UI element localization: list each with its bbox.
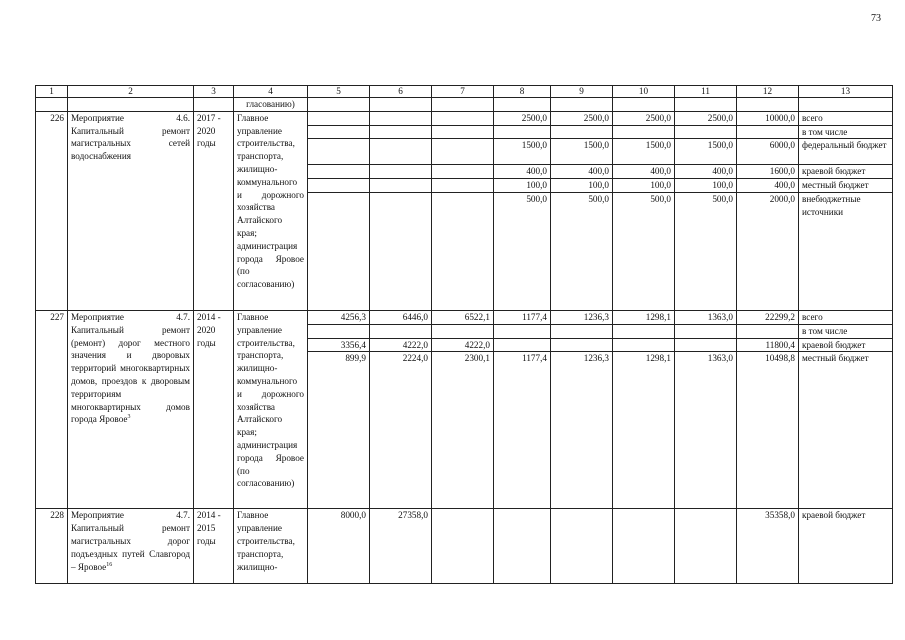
amount-cell	[551, 509, 613, 584]
funding-source-cell: местный бюджет	[799, 352, 893, 509]
amount-cell	[370, 192, 432, 310]
amount-cell	[370, 324, 432, 338]
amount-cell: 27358,0	[370, 509, 432, 584]
amount-cell: 2500,0	[494, 111, 551, 125]
amount-cell	[370, 179, 432, 193]
amount-cell: 10498,8	[737, 352, 799, 509]
amount-cell: 500,0	[613, 192, 675, 310]
amount-cell	[494, 509, 551, 584]
amount-cell: 100,0	[613, 179, 675, 193]
measure-name-text: Мероприятие 4.7. Капитальный ремонт (ремонт) дорог местного значения и дворовых территорий многоквартирных домов, проездов к дворовым территориям многоквартирных домов города Яровое	[71, 311, 190, 425]
header-cell: 9	[551, 86, 613, 98]
amount-cell: 6000,0	[737, 139, 799, 165]
table-row	[36, 111, 893, 125]
amount-cell	[370, 165, 432, 179]
amount-cell	[432, 324, 494, 338]
amount-cell: 11800,4	[737, 338, 799, 352]
header-cell: 11	[675, 86, 737, 98]
amount-cell	[613, 324, 675, 338]
funding-source-cell: федеральный бюджет	[799, 139, 893, 165]
amount-cell	[308, 111, 370, 125]
funding-source-cell: краевой бюджет	[799, 338, 893, 352]
header-cell: 3	[194, 86, 234, 98]
amount-cell	[675, 324, 737, 338]
funding-source-cell: всего	[799, 111, 893, 125]
header-row	[36, 86, 893, 98]
measure-name	[68, 310, 194, 508]
row-number	[36, 310, 68, 508]
amount-cell: 400,0	[737, 179, 799, 193]
amount-cell	[675, 125, 737, 139]
amount-cell: 3356,4	[308, 338, 370, 352]
amount-cell: 400,0	[613, 165, 675, 179]
executor	[234, 111, 308, 310]
amount-cell: 2300,1	[432, 352, 494, 509]
amount-cell: 500,0	[494, 192, 551, 310]
executor-text: Главное управление строительства, транспорта, жилищно-	[237, 510, 295, 572]
header-cell: 1	[36, 86, 68, 98]
header-cell: 8	[494, 86, 551, 98]
budget-table	[35, 85, 893, 584]
period	[194, 310, 234, 508]
amount-cell	[308, 165, 370, 179]
amount-cell	[308, 324, 370, 338]
funding-source-cell: краевой бюджет	[799, 509, 893, 584]
amount-cell: 1236,3	[551, 352, 613, 509]
amount-cell	[432, 125, 494, 139]
amount-cell	[613, 338, 675, 352]
period-text: 2014 - 2020 годы	[197, 311, 221, 348]
period	[194, 111, 234, 310]
amount-cell: 22299,2	[737, 310, 799, 324]
amount-cell	[432, 179, 494, 193]
amount-cell	[370, 139, 432, 165]
amount-cell	[432, 139, 494, 165]
amount-cell	[494, 324, 551, 338]
continuation-row	[36, 98, 893, 112]
header-cell: 6	[370, 86, 432, 98]
amount-cell	[551, 324, 613, 338]
amount-cell	[613, 509, 675, 584]
amount-cell	[737, 125, 799, 139]
amount-cell: 1600,0	[737, 165, 799, 179]
amount-cell: 1177,4	[494, 352, 551, 509]
amount-cell: 1363,0	[675, 352, 737, 509]
amount-cell: 400,0	[551, 165, 613, 179]
amount-cell	[308, 139, 370, 165]
amount-cell	[370, 125, 432, 139]
amount-cell: 100,0	[551, 179, 613, 193]
amount-cell	[613, 125, 675, 139]
amount-cell: 1500,0	[675, 139, 737, 165]
funding-source-cell: внебюджетные источники	[799, 192, 893, 310]
amount-cell: 4222,0	[432, 338, 494, 352]
amount-cell: 1298,1	[613, 310, 675, 324]
amount-cell: 500,0	[675, 192, 737, 310]
executor	[234, 310, 308, 508]
executor	[234, 509, 308, 584]
row-number-text: 226	[50, 112, 64, 123]
amount-cell: 400,0	[675, 165, 737, 179]
amount-cell: 500,0	[551, 192, 613, 310]
amount-cell: 100,0	[675, 179, 737, 193]
period-text: 2014 - 2015 годы	[197, 510, 221, 546]
amount-cell: 899,9	[308, 352, 370, 509]
amount-cell: 2500,0	[551, 111, 613, 125]
amount-cell	[494, 338, 551, 352]
amount-cell	[370, 111, 432, 125]
amount-cell	[432, 192, 494, 310]
amount-cell	[675, 509, 737, 584]
amount-cell: 1236,3	[551, 310, 613, 324]
amount-cell: 1363,0	[675, 310, 737, 324]
row-number-text: 227	[50, 311, 64, 322]
header-cell: 5	[308, 86, 370, 98]
amount-cell	[432, 165, 494, 179]
amount-cell	[675, 338, 737, 352]
footnote-marker: 16	[106, 561, 113, 568]
amount-cell: 2500,0	[675, 111, 737, 125]
header-cell: 4	[234, 86, 308, 98]
row-number-text: 228	[50, 510, 64, 521]
measure-name	[68, 111, 194, 310]
amount-cell	[432, 111, 494, 125]
amount-cell: 1500,0	[613, 139, 675, 165]
funding-source-cell: местный бюджет	[799, 179, 893, 193]
measure-name	[68, 509, 194, 584]
header-cell: 10	[613, 86, 675, 98]
row-number	[36, 111, 68, 310]
table-row	[36, 310, 893, 324]
header-cell: 13	[799, 86, 893, 98]
header-cell: 2	[68, 86, 194, 98]
amount-cell	[308, 125, 370, 139]
amount-cell	[551, 125, 613, 139]
amount-cell: 2500,0	[613, 111, 675, 125]
continuation-text: гласованию)	[234, 98, 308, 112]
executor-text: Главное управление строительства, транспорта, жилищно-коммунального и дорожного хозяйства Алтайского края; администрация города Яровое (по согласованию)	[237, 112, 304, 290]
page-number: 73	[871, 13, 881, 24]
funding-source-cell: краевой бюджет	[799, 165, 893, 179]
amount-cell	[308, 192, 370, 310]
measure-name-text: Мероприятие 4.7. Капитальный ремонт магистральных дорог подъездных путей Славгород – Яровое	[71, 510, 190, 572]
period	[194, 509, 234, 584]
amount-cell: 1500,0	[551, 139, 613, 165]
header-cell: 7	[432, 86, 494, 98]
amount-cell	[494, 125, 551, 139]
amount-cell: 2000,0	[737, 192, 799, 310]
amount-cell: 100,0	[494, 179, 551, 193]
row-number	[36, 509, 68, 584]
period-text: 2017 - 2020 годы	[197, 112, 221, 149]
amount-cell	[737, 324, 799, 338]
amount-cell: 6522,1	[432, 310, 494, 324]
header-cell: 12	[737, 86, 799, 98]
footnote-marker: 3	[127, 414, 131, 421]
amount-cell	[432, 509, 494, 584]
amount-cell: 35358,0	[737, 509, 799, 584]
amount-cell	[551, 338, 613, 352]
amount-cell: 1500,0	[494, 139, 551, 165]
amount-cell: 1298,1	[613, 352, 675, 509]
executor-text: Главное управление строительства, транспорта, жилищно-коммунального и дорожного хозяйства Алтайского края; администрация города Яровое (по согласованию)	[237, 311, 304, 489]
amount-cell: 10000,0	[737, 111, 799, 125]
amount-cell: 6446,0	[370, 310, 432, 324]
funding-source-cell: всего	[799, 310, 893, 324]
funding-source-cell: в том числе	[799, 324, 893, 338]
amount-cell: 400,0	[494, 165, 551, 179]
amount-cell: 2224,0	[370, 352, 432, 509]
amount-cell: 8000,0	[308, 509, 370, 584]
funding-source-cell: в том числе	[799, 125, 893, 139]
amount-cell: 4256,3	[308, 310, 370, 324]
amount-cell: 4222,0	[370, 338, 432, 352]
measure-name-text: Мероприятие 4.6. Капитальный ремонт магистральных сетей водоснабжения	[71, 112, 190, 162]
table-row	[36, 509, 893, 584]
amount-cell: 1177,4	[494, 310, 551, 324]
amount-cell	[308, 179, 370, 193]
